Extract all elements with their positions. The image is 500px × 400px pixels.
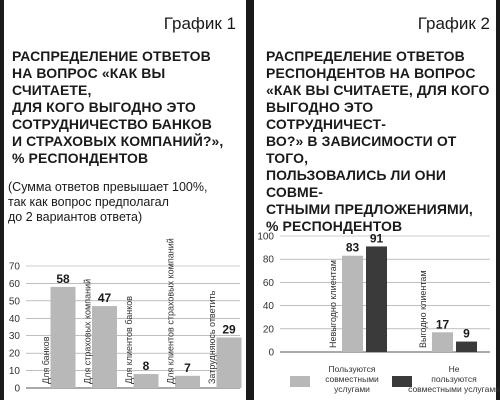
graph-label: График 2 bbox=[417, 14, 490, 33]
y-tick-label: 50 bbox=[8, 296, 20, 308]
data-label: 91 bbox=[369, 231, 384, 246]
chart-title: РАСПРЕДЕЛЕНИЕ ОТВЕТОВ НА ВОПРОС «КАК ВЫ СЧИТАЕТЕ, ДЛЯ КОГО ВЫГОДНО ЭТО СОТРУДНИЧЕСТВО БАНКОВ И СТРАХОВЫХ КОМПАНИЙ?», % РЕСПОНДЕНТОВ bbox=[12, 48, 224, 166]
legend-label: Не пользуются совместными услугами bbox=[408, 364, 500, 394]
legend-label: Пользуются совместными услугами bbox=[325, 364, 379, 394]
graph-label: График 1 bbox=[163, 14, 236, 33]
panel-separator bbox=[246, 0, 254, 400]
y-tick-label: 40 bbox=[262, 301, 274, 313]
chart-panel-2 bbox=[254, 0, 500, 400]
chart-1-svg bbox=[0, 0, 246, 400]
y-tick-label: 40 bbox=[8, 313, 20, 325]
category-label: Для клиентов страховых компаний bbox=[165, 238, 176, 384]
bar bbox=[217, 337, 242, 388]
bar bbox=[432, 332, 453, 352]
bar bbox=[456, 342, 477, 352]
bar bbox=[92, 306, 117, 388]
y-tick-label: 10 bbox=[8, 366, 20, 378]
bar bbox=[134, 374, 159, 388]
data-label: 17 bbox=[435, 317, 450, 332]
category-label: Для страховых компаний bbox=[82, 278, 93, 384]
y-tick-label: 80 bbox=[262, 254, 274, 266]
chart-2-svg bbox=[254, 0, 500, 400]
chart-note: (Сумма ответов превышает 100%, так как вопрос предполагал до 2 вариантов ответа) bbox=[8, 180, 208, 224]
y-tick-label: 0 bbox=[14, 383, 20, 395]
category-label: Затрудняюсь ответить bbox=[207, 290, 217, 384]
y-tick-label: 30 bbox=[8, 331, 20, 343]
y-tick-label: 20 bbox=[8, 348, 20, 360]
y-tick-label: 60 bbox=[262, 277, 274, 289]
y-tick-label: 100 bbox=[257, 231, 274, 243]
data-label: 8 bbox=[142, 359, 150, 374]
data-label: 9 bbox=[463, 326, 470, 341]
legend-swatch bbox=[290, 376, 310, 387]
bar bbox=[366, 246, 387, 352]
category-label: Выгодно клиентам bbox=[418, 270, 428, 348]
y-tick-label: 60 bbox=[8, 278, 20, 290]
data-label: 83 bbox=[345, 240, 360, 255]
y-tick-label: 70 bbox=[8, 261, 20, 273]
data-label: 58 bbox=[56, 271, 70, 286]
data-label: 47 bbox=[97, 291, 112, 306]
data-label: 29 bbox=[222, 322, 236, 337]
y-tick-label: 0 bbox=[268, 347, 274, 359]
y-tick-label: 20 bbox=[262, 324, 274, 336]
data-label: 7 bbox=[184, 360, 191, 375]
category-label: Для клиентов банков bbox=[124, 295, 134, 384]
bar bbox=[51, 287, 76, 388]
bar bbox=[342, 256, 363, 352]
category-label: Невыгодно клиентам bbox=[328, 260, 338, 348]
chart-panel-1 bbox=[0, 0, 246, 400]
bar bbox=[175, 376, 200, 388]
category-label: Для банков bbox=[41, 336, 51, 384]
chart-title: РАСПРЕДЕЛЕНИЕ ОТВЕТОВ РЕСПОНДЕНТОВ НА ВОПРОС «КАК ВЫ СЧИТАЕТЕ, ДЛЯ КОГО ВЫГОДНО ЭТО СОТРУДНИЧЕСТ- ВО?» В ЗАВИСИМОСТИ ОТ ТОГО, ПОЛЬЗОВАЛИСЬ ЛИ ОНИ СОВМЕ- СТНЫМИ ПРЕДЛОЖЕНИЯМИ, % РЕСПОНДЕНТОВ bbox=[266, 48, 490, 234]
